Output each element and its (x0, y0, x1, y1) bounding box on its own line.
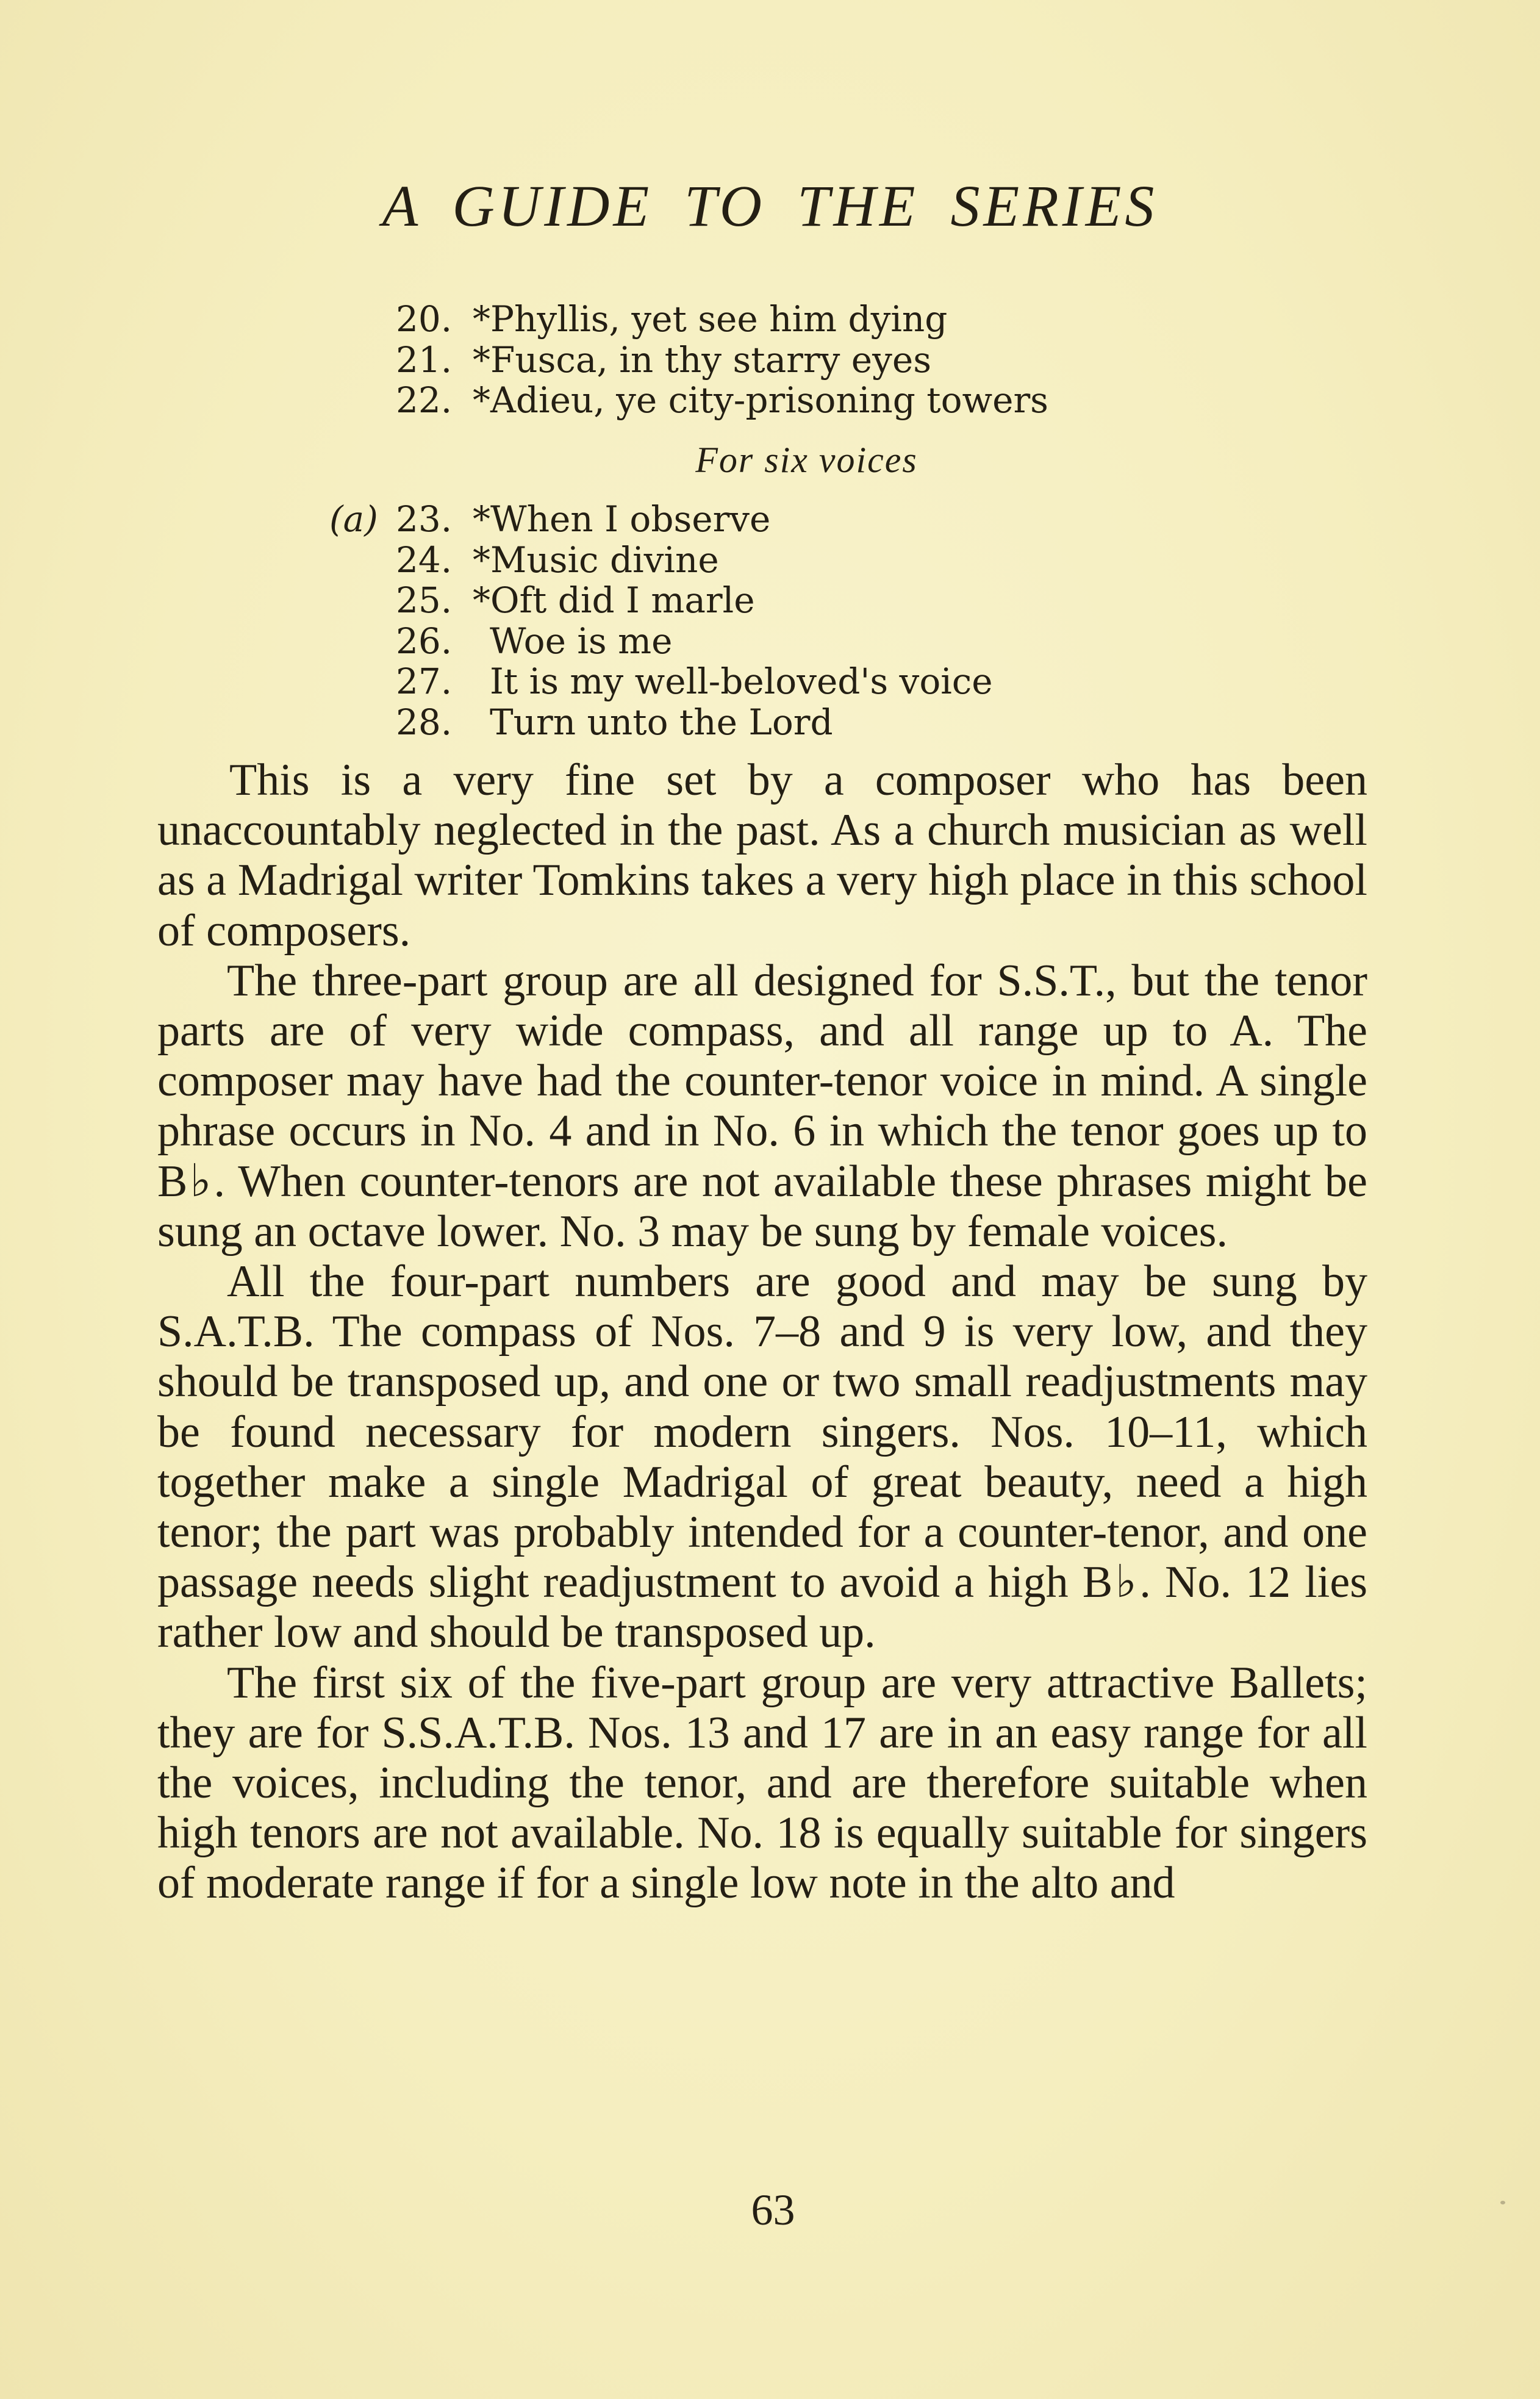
item-number: 28. (396, 701, 453, 743)
body-text (157, 755, 1367, 1909)
item-title: *Oft did I marle (473, 579, 755, 621)
item-title: *Phyllis, yet see him dying (473, 298, 948, 340)
item-number: 21. (396, 339, 453, 381)
group-mark: (a) (329, 498, 378, 540)
item-number: 23. (396, 498, 453, 540)
item-title: Woe is me (490, 620, 673, 662)
paragraph: All the four-part numbers are good and may be sung by S.A.T.B. The compass of Nos. 7–8 and 9 is very low, and they should be transposed up, and one or two small readjustments may be found necessary for modern singers. Nos. 10–11, which together make a single Madrigal of great beauty, need a high tenor; the part was probably intended for a counter-tenor, and one passage needs slight readjustment to avoid a high B♭. No. 12 lies rather low and should be transposed up. (157, 1257, 1367, 1658)
paragraph: This is a very fine set by a composer who has been unaccountably neglected in the past. As a church musician as well as a Madrigal writer Tomkins takes a very high place in this school of composers. (157, 755, 1367, 956)
item-title: *When I observe (473, 498, 771, 540)
paper-speck (1500, 2201, 1505, 2204)
item-number: 20. (396, 298, 453, 340)
item-number: 24. (396, 539, 453, 581)
running-head: A GUIDE TO THE SERIES (382, 173, 1158, 238)
item-number: 26. (396, 620, 453, 662)
section-heading-six-voices: For six voices (695, 440, 918, 480)
paragraph: The first six of the five-part group are very attractive Ballets; they are for S.S.A.T.B. Nos. 13 and 17 are in an easy range for all the voices, including the tenor, and are therefore suitable when high tenors are not available. No. 18 is equally suitable for singers of moderate range if for a single low note in the alto and (157, 1657, 1367, 1909)
paragraph: The three-part group are all designed for S.S.T., but the tenor parts are of very wide compass, and all range up to A. The composer may have had the counter-tenor voice in mind. A single phrase occurs in No. 4 and in No. 6 in which the tenor goes up to B♭. When counter-tenors are not available these phrases might be sung an octave lower. No. 3 may be sung by female voices. (157, 955, 1367, 1257)
item-title: Turn unto the Lord (490, 701, 833, 743)
item-title: It is my well-beloved's voice (490, 661, 993, 702)
item-title: *Adieu, ye city-prisoning towers (473, 379, 1048, 421)
item-number: 25. (396, 579, 453, 621)
item-title: *Music divine (473, 539, 719, 581)
item-number: 22. (396, 379, 453, 421)
item-number: 27. (396, 661, 453, 702)
item-title: *Fusca, in thy starry eyes (473, 339, 931, 381)
page-number: 63 (751, 2186, 795, 2234)
